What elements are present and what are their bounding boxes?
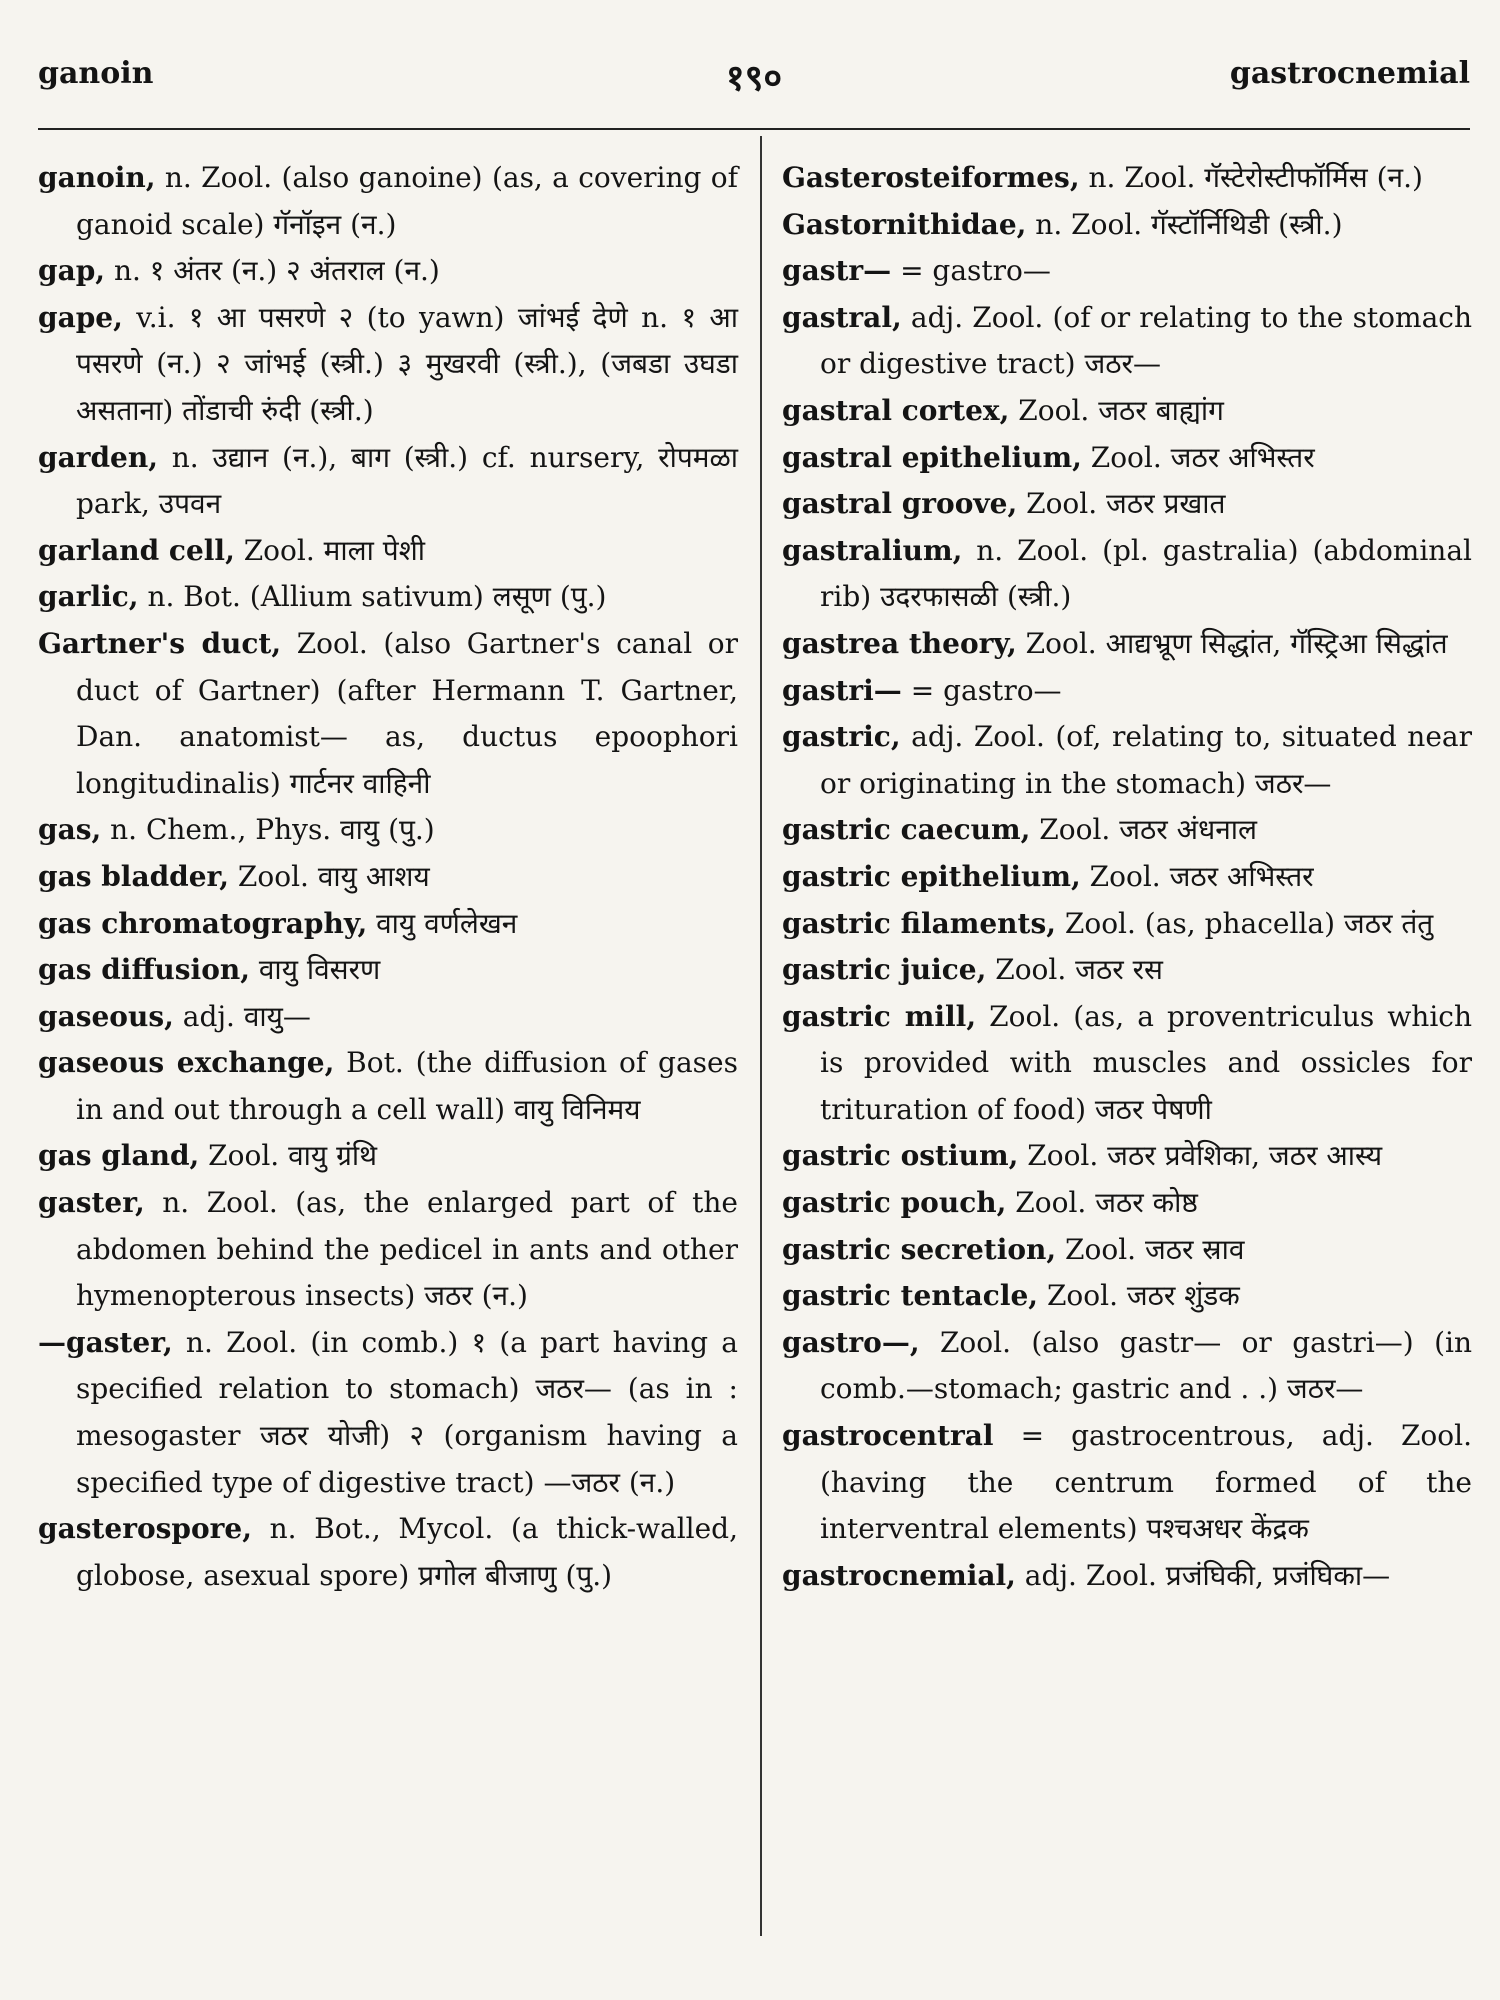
dictionary-entry: [38, 854, 738, 901]
dictionary-entry: [38, 295, 738, 435]
right-column: [782, 155, 1472, 1599]
dictionary-entry: [782, 901, 1472, 948]
entry-headword: Gastornithidae,: [782, 207, 1027, 241]
dictionary-entry: [782, 1227, 1472, 1274]
entry-headword: gastric,: [782, 720, 901, 754]
dictionary-entry: [782, 714, 1472, 807]
entry-headword: gastri—: [782, 673, 902, 707]
entry-headword: gas gland,: [38, 1139, 200, 1173]
entry-headword: gas chromatography,: [38, 906, 368, 940]
entry-headword: gasterospore,: [38, 1512, 252, 1546]
dictionary-entry: [782, 528, 1472, 621]
entry-definition: Zool. जठर प्रखात: [1017, 487, 1226, 521]
dictionary-entry: [782, 1413, 1472, 1553]
entry-definition: adj. Zool. (of, relating to, situated near or originating in the stomach) जठर—: [820, 720, 1472, 800]
dictionary-entry: [38, 528, 738, 575]
page-header: [38, 56, 1470, 106]
dictionary-entry: [782, 1553, 1472, 1600]
entry-definition: adj. वायु—: [173, 999, 311, 1033]
entry-headword: gap,: [38, 254, 106, 288]
entry-definition: Zool. जठर प्रवेशिका, जठर आस्य: [1018, 1139, 1383, 1173]
entry-definition: adj. Zool. (of or relating to the stomach or digestive tract) जठर—: [820, 300, 1472, 381]
entry-definition: Zool. जठर स्राव: [1056, 1232, 1245, 1266]
dictionary-entry: [782, 947, 1472, 994]
dictionary-entry: [782, 807, 1472, 854]
entry-definition: n. Bot., Mycol. (a thick-walled, globose, asexual spore) प्रगोल बीजाणु (पु.): [76, 1512, 738, 1592]
dictionary-entry: [38, 621, 738, 807]
dictionary-entry: [38, 155, 738, 248]
entry-headword: —gaster,: [38, 1325, 173, 1359]
entry-headword: gastric mill,: [782, 999, 977, 1033]
dictionary-entry: [38, 574, 738, 621]
entry-definition: Zool. जठर कोष्ठ: [1006, 1186, 1198, 1220]
dictionary-entry: [38, 1180, 738, 1320]
entry-headword: gastral cortex,: [782, 393, 1010, 427]
entry-headword: gaseous exchange,: [38, 1046, 335, 1080]
entry-headword: Gasterosteiformes,: [782, 161, 1080, 194]
column-divider: [760, 136, 762, 1936]
entry-headword: gastric epithelium,: [782, 859, 1081, 893]
entry-headword: gastric pouch,: [782, 1186, 1007, 1220]
entry-headword: gastric filaments,: [782, 906, 1056, 940]
entry-definition: n. १ अंतर (न.) २ अंतराल (न.): [105, 254, 440, 288]
dictionary-entry: [38, 807, 738, 854]
entry-definition: n. Zool. (as, the enlarged part of the abdomen behind the pedicel in ants and other hymenopterous insects) जठर (न.): [76, 1186, 738, 1313]
entry-headword: gastric caecum,: [782, 813, 1031, 847]
entry-definition: वायु वर्णलेखन: [367, 906, 518, 940]
entry-definition: Bot. (the diffusion of gases in and out through a cell wall) वायु विनिमय: [76, 1046, 738, 1126]
dictionary-entry: [38, 1320, 738, 1506]
entry-definition: Zool. माला पेशी: [234, 533, 425, 567]
entry-definition: Zool. वायु आशय: [229, 859, 430, 893]
entry-headword: gastrea theory,: [782, 626, 1017, 660]
entry-headword: gastrocnemial,: [782, 1558, 1016, 1592]
entry-definition: Zool. (as, a proventriculus which is provided with muscles and ossicles for trituration of food) जठर पेषणी: [820, 999, 1473, 1126]
header-last-word: gastrocnemial: [1229, 56, 1470, 91]
entry-definition: Zool. जठर बाह्यांग: [1009, 393, 1224, 427]
dictionary-entry: [782, 1273, 1472, 1320]
dictionary-entry: [782, 388, 1472, 435]
entry-headword: gastral,: [782, 300, 902, 334]
entry-headword: gas diffusion,: [38, 953, 250, 987]
dictionary-entry: [782, 854, 1472, 901]
entry-headword: gas bladder,: [38, 859, 230, 893]
dictionary-entry: [38, 248, 738, 295]
dictionary-entry: [782, 155, 1472, 202]
entry-definition: n. Bot. (Allium sativum) लसूण (पु.): [138, 580, 607, 614]
entry-definition: v.i. १ आ पसरणे २ (to yawn) जांभई देणे n. १ आ पसरणे (न.) २ जांभई (स्त्री.) ३ मुखरवी (स्त्री.), (जबडा उघडा असताना) तोंडाची रुंदी (स्त्री.): [76, 300, 738, 427]
entry-definition: Zool. (also gastr— or gastri—) (in comb.—stomach; gastric and . .) जठर—: [820, 1325, 1472, 1406]
entry-definition: Zool. जठर रस: [986, 953, 1163, 987]
entry-definition: Zool. (also Gartner's canal or duct of Gartner) (after Hermann T. Gartner, Dan. anatomist— as, ductus epoophori longitudinalis) गार्टनर वाहिनी: [76, 626, 738, 800]
dictionary-entry: [782, 994, 1472, 1134]
entry-definition: Zool. जठर अभिस्तर: [1081, 440, 1315, 474]
dictionary-entry: [782, 202, 1472, 249]
dictionary-entry: [782, 1180, 1472, 1227]
entry-definition: n. Zool. (also ganoine) (as, a covering of ganoid scale) गॅनॉइन (न.): [76, 161, 738, 241]
dictionary-entry: [38, 1133, 738, 1180]
entry-headword: gastro—,: [782, 1325, 920, 1359]
entry-headword: gastral groove,: [782, 487, 1018, 521]
entry-headword: gaseous,: [38, 999, 174, 1033]
entry-headword: gaster,: [38, 1186, 145, 1220]
entry-definition: = gastro—: [901, 673, 1062, 707]
entry-headword: gape,: [38, 300, 123, 334]
entry-definition: n. Zool. गॅस्टॉर्निथिडी (स्त्री.): [1026, 207, 1343, 241]
entry-headword: garlic,: [38, 580, 139, 614]
dictionary-entry: [782, 435, 1472, 482]
dictionary-entry: [782, 481, 1472, 528]
entry-headword: ganoin,: [38, 161, 156, 194]
entry-definition: Zool. वायु ग्रंथि: [199, 1139, 378, 1173]
entry-headword: gastric juice,: [782, 953, 987, 987]
entry-headword: gastralium,: [782, 533, 963, 567]
entry-definition: n. Zool. (in comb.) १ (a part having a specified relation to stomach) जठर— (as in : mesogaster जठर योजी) २ (organism having a specified type of digestive tract) —जठर (न.): [76, 1325, 738, 1499]
dictionary-entry: [782, 1133, 1472, 1180]
dictionary-entry: [38, 947, 738, 994]
entry-headword: garland cell,: [38, 533, 235, 567]
dictionary-entry: [38, 901, 738, 948]
entry-definition: adj. Zool. प्रजंघिकी, प्रजंघिका—: [1015, 1558, 1391, 1592]
dictionary-entry: [38, 1040, 738, 1133]
page-number: १९०: [725, 57, 783, 99]
dictionary-entry: [38, 435, 738, 528]
entry-definition: वायु विसरण: [249, 953, 381, 987]
entry-definition: n. Zool. गॅस्टेरोस्टीफॉर्मिस (न.): [1079, 161, 1423, 194]
entry-headword: gastric tentacle,: [782, 1279, 1039, 1313]
entry-definition: n. Chem., Phys. वायु (पु.): [101, 813, 435, 847]
entry-headword: gastric ostium,: [782, 1139, 1019, 1173]
entry-definition: Zool. जठर अभिस्तर: [1080, 859, 1314, 893]
entry-headword: gastrocentral: [782, 1419, 994, 1453]
dictionary-entry: [782, 1320, 1472, 1413]
dictionary-entry: [38, 994, 738, 1041]
entry-definition: Zool. जठर अंधनाल: [1030, 813, 1258, 847]
entry-definition: n. Zool. (pl. gastralia) (abdominal rib) उदरफासळी (स्त्री.): [820, 533, 1472, 614]
entry-definition: = gastro—: [891, 254, 1051, 288]
entry-headword: gas,: [38, 813, 102, 847]
entry-headword: gastr—: [782, 254, 892, 288]
entry-headword: garden,: [38, 440, 158, 474]
left-column: [38, 155, 738, 1599]
entry-definition: Zool. (as, phacella) जठर तंतु: [1055, 906, 1434, 940]
header-rule: [38, 128, 1470, 130]
dictionary-entry: [38, 1506, 738, 1599]
entry-definition: Zool. जठर शुंडक: [1038, 1279, 1240, 1313]
entry-headword: gastral epithelium,: [782, 440, 1082, 474]
dictionary-entry: [782, 621, 1472, 668]
entry-headword: gastric secretion,: [782, 1232, 1057, 1266]
entry-headword: Gartner's duct,: [38, 626, 282, 660]
dictionary-entry: [782, 248, 1472, 295]
entry-definition: n. उद्यान (न.), बाग (स्त्री.) cf. nursery, रोपमळा park, उपवन: [76, 440, 738, 521]
header-first-word: ganoin: [38, 56, 154, 91]
dictionary-entry: [782, 295, 1472, 388]
entry-definition: = gastrocentrous, adj. Zool. (having the centrum formed of the interventral elements) पश्चअधर केंद्रक: [820, 1419, 1472, 1546]
entry-definition: Zool. आद्यभ्रूण सिद्धांत, गॅस्ट्रिआ सिद्धांत: [1016, 626, 1448, 660]
dictionary-entry: [782, 668, 1472, 715]
